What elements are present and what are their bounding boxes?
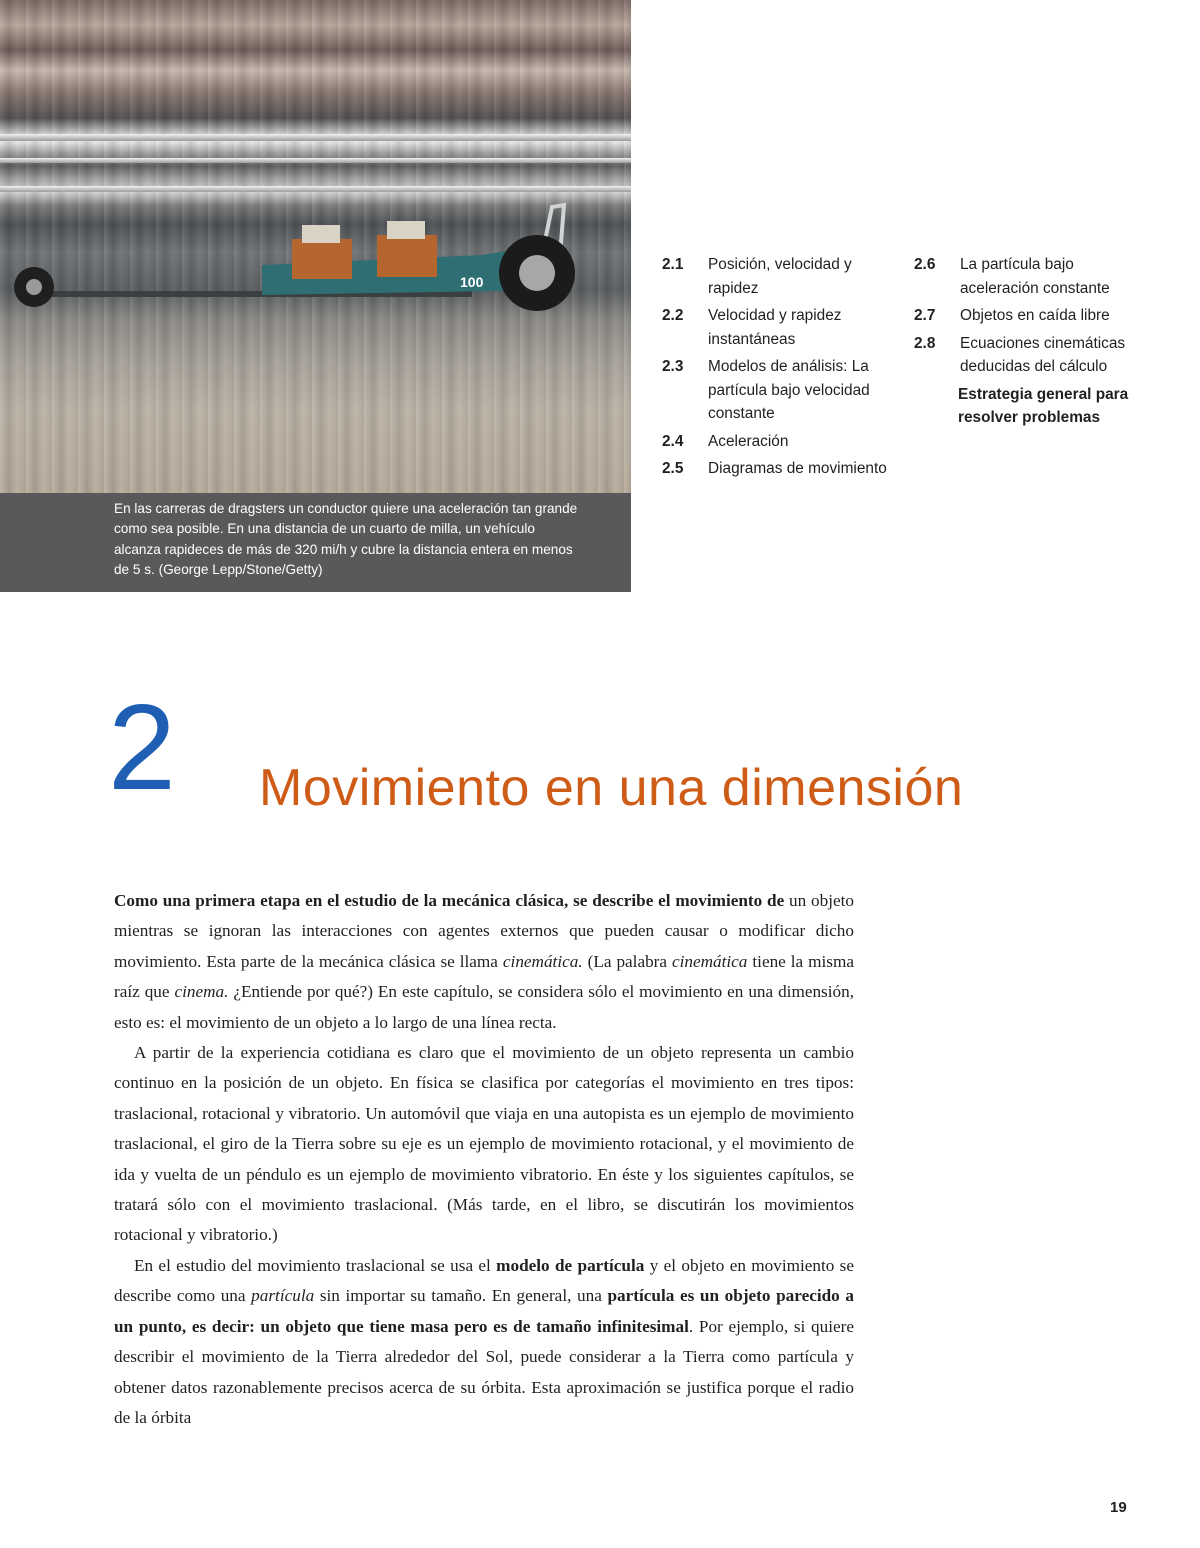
toc-title: Posición, velocidad y rapidez xyxy=(708,256,852,297)
toc-title: Aceleración xyxy=(708,432,789,450)
toc-number: 2.5 xyxy=(662,460,684,477)
italic-term: cinemática xyxy=(672,951,748,971)
body-paragraph-1 xyxy=(114,886,854,1038)
toc-title: Objetos en caída libre xyxy=(960,307,1110,324)
toc-item xyxy=(914,304,1154,328)
page-number: 19 xyxy=(1110,1499,1127,1516)
toc-title: Modelos de análisis: La partícula bajo velocidad constante xyxy=(708,358,870,422)
chapter-opener-photo xyxy=(0,0,631,493)
guard-rail xyxy=(0,186,631,192)
toc-number: 2.3 xyxy=(662,358,684,375)
body-paragraph-3 xyxy=(114,1251,854,1433)
toc-title: Velocidad y rapidez instantáneas xyxy=(708,307,842,348)
car-number: 100 xyxy=(460,274,484,290)
toc-title: Diagramas de movimiento xyxy=(708,460,887,477)
text-run: ¿Entiende por qué?) En este capítulo, se considera sólo el movimiento en una dimensión, esto es: el movimiento de un objeto a lo largo de una línea recta. xyxy=(114,982,855,1032)
text-run: y el objeto en movimiento se describe como una xyxy=(114,1255,854,1306)
italic-term: partícula xyxy=(251,1286,315,1306)
text-run: tiene la misma raíz que xyxy=(114,951,854,1002)
toc-item xyxy=(662,457,892,481)
toc-number: 2.7 xyxy=(914,307,936,324)
chapter-number: 2 xyxy=(108,679,176,815)
text-run: . Por ejemplo, si quiere describir el movimiento de la Tierra alrededor del Sol, puede considerar a la Tierra como partícula y obtener datos razonablemente precisos acerca de su órbita. Esta aproximación se justifica porque el radio de la órbita xyxy=(114,1316,854,1427)
toc-title: Ecuaciones cinemáticas deducidas del cálculo xyxy=(960,334,1126,375)
text-run: un objeto mientras se ignoran las interacciones con agentes externos que pueden causar o modificar dicho movimiento. Esta parte de la mecánica clásica se llama xyxy=(114,891,854,971)
chapter-title: Movimiento en una dimensión xyxy=(259,759,964,817)
chapter-body xyxy=(114,886,854,1433)
toc-item xyxy=(662,253,892,300)
text-run: sin importar su tamaño. En general, una xyxy=(314,1286,608,1306)
toc-number: 2.6 xyxy=(914,256,936,273)
toc-title: La partícula bajo aceleración constante xyxy=(960,256,1110,297)
toc-number: 2.4 xyxy=(662,432,684,450)
text-run: En el estudio del movimiento traslacional se usa el xyxy=(134,1255,497,1275)
guard-rail xyxy=(0,158,631,163)
toc-strategy-item xyxy=(914,383,1154,430)
bold-term: modelo de partícula xyxy=(496,1255,645,1275)
text-run: (La palabra xyxy=(582,951,672,971)
lead-in-bold: Como una primera etapa en el estudio de la mecánica clásica, se describe el movimiento de xyxy=(114,891,785,910)
toc-item xyxy=(662,430,892,454)
bold-definition: partícula es un objeto parecido a un punto, es decir: un objeto que tiene masa pero es de tamaño infinitesimal xyxy=(114,1286,855,1336)
chapter-contents-column-1 xyxy=(662,253,892,485)
toc-number: 2.2 xyxy=(662,307,684,324)
italic-term: cinema. xyxy=(174,982,229,1002)
toc-number: 2.8 xyxy=(914,334,936,352)
toc-strategy-title: Estrategia general para resolver problemas xyxy=(958,385,1129,426)
toc-item xyxy=(662,304,892,351)
photo-caption: En las carreras de dragsters un conductor quiere una aceleración tan grande como sea posible. En una distancia de un cuarto de milla, un vehículo alcanza rapideces de más de 320 mi/h y cubre la distancia entera en menos de 5 s. (George Lepp/Stone/Getty) xyxy=(114,501,578,577)
chapter-contents-column-2 xyxy=(914,253,1154,430)
italic-term: cinemática. xyxy=(502,951,583,971)
body-paragraph-2: A partir de la experiencia cotidiana es claro que el movimiento de un objeto representa un cambio continuo en la posición de un objeto. En física se clasifica por categorías el movimiento en tres tipos: traslacional, rotacional y vibratorio. Un automóvil que viaja en una autopista es un ejemplo de movimiento traslacional, el giro de la Tierra sobre su eje es un ejemplo de movimiento rotacional, y el movimiento de ida y vuelta de un péndulo es un ejemplo de movimiento vibratorio. En éste y los siguientes capítulos, se tratará sólo con el movimiento traslacional. (Más tarde, en el libro, se discutirán los movimientos rotacional y vibratorio.) xyxy=(114,1043,854,1245)
toc-item xyxy=(662,355,892,426)
toc-item xyxy=(914,332,1154,379)
toc-number: 2.1 xyxy=(662,256,684,273)
toc-item xyxy=(914,253,1154,300)
dragster-car-illustration xyxy=(12,195,612,335)
guard-rail xyxy=(0,134,631,141)
